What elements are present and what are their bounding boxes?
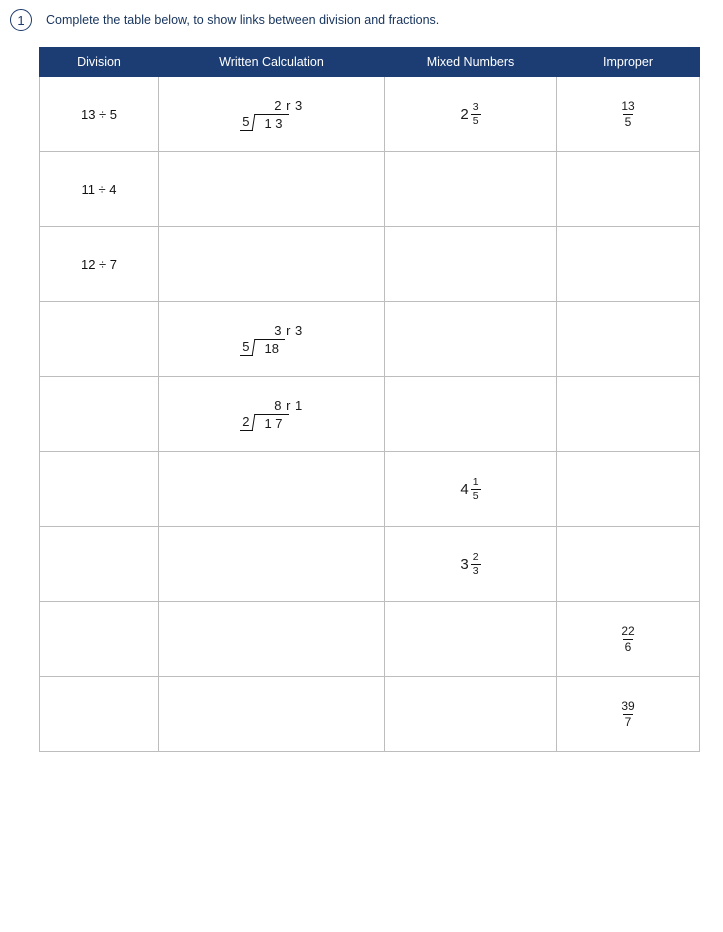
- cell-written-calculation[interactable]: [159, 377, 385, 452]
- fraction-numerator: 39: [621, 699, 635, 714]
- table-row: [40, 602, 700, 677]
- cell-written-calculation[interactable]: [159, 452, 385, 527]
- long-division: [240, 398, 303, 431]
- fraction-denominator: 5: [472, 489, 479, 502]
- cell-improper-fraction[interactable]: [557, 227, 700, 302]
- cell-mixed-number[interactable]: [385, 452, 557, 527]
- column-header-division: Division: [40, 48, 159, 77]
- table-row: [40, 377, 700, 452]
- cell-improper-fraction[interactable]: [557, 377, 700, 452]
- mixed-number-whole: 2: [460, 105, 469, 123]
- cell-division[interactable]: [40, 527, 159, 602]
- fraction-numerator: 13: [621, 99, 635, 114]
- question-text: Complete the table below, to show links between division and fractions.: [46, 13, 440, 27]
- question-number: 1: [10, 9, 32, 31]
- table-row: [40, 302, 700, 377]
- long-division-quotient: 3 r 3: [274, 322, 303, 338]
- mixed-number: [460, 476, 480, 502]
- table-row: [40, 527, 700, 602]
- fraction-denominator: 6: [624, 639, 632, 654]
- division-expression: 12 ÷ 7: [80, 256, 118, 272]
- fraction-numerator: 2: [472, 551, 479, 564]
- cell-mixed-number[interactable]: [385, 152, 557, 227]
- cell-division[interactable]: [40, 77, 159, 152]
- mixed-number-whole: 4: [460, 480, 469, 498]
- cell-improper-fraction[interactable]: [557, 677, 700, 752]
- table-row: [40, 152, 700, 227]
- cell-mixed-number[interactable]: [385, 302, 557, 377]
- cell-division[interactable]: [40, 152, 159, 227]
- long-division-dividend: 18: [260, 339, 284, 356]
- mixed-number: [460, 551, 480, 577]
- cell-division[interactable]: [40, 302, 159, 377]
- cell-improper-fraction[interactable]: [557, 452, 700, 527]
- long-division-quotient: 8 r 1: [274, 397, 303, 413]
- long-division-dividend: 1 7: [260, 414, 288, 431]
- fraction-numerator: 22: [621, 624, 635, 639]
- cell-improper-fraction[interactable]: [557, 77, 700, 152]
- cell-improper-fraction[interactable]: [557, 527, 700, 602]
- long-division-quotient: 2 r 3: [274, 97, 303, 113]
- table-row: [40, 677, 700, 752]
- cell-written-calculation[interactable]: [159, 152, 385, 227]
- cell-written-calculation[interactable]: [159, 602, 385, 677]
- cell-mixed-number[interactable]: [385, 77, 557, 152]
- long-division-body: [240, 114, 303, 131]
- column-header-improper: Improper: [557, 48, 700, 77]
- long-division: [240, 98, 303, 131]
- cell-improper-fraction[interactable]: [557, 602, 700, 677]
- cell-division[interactable]: [40, 602, 159, 677]
- cell-mixed-number[interactable]: [385, 677, 557, 752]
- cell-division[interactable]: [40, 377, 159, 452]
- improper-fraction: [619, 624, 636, 653]
- fraction-denominator: 7: [624, 714, 632, 729]
- division-expression: 13 ÷ 5: [80, 106, 118, 122]
- fraction-denominator: 5: [624, 114, 632, 129]
- cell-written-calculation[interactable]: [159, 227, 385, 302]
- fraction-denominator: 5: [472, 114, 479, 127]
- cell-division[interactable]: [40, 452, 159, 527]
- cell-written-calculation[interactable]: [159, 527, 385, 602]
- long-division-divisor: 5: [240, 114, 253, 131]
- table-header-row: [40, 48, 700, 77]
- improper-fraction: [619, 699, 636, 728]
- improper-fraction: [619, 99, 636, 128]
- cell-mixed-number[interactable]: [385, 602, 557, 677]
- table-body: [40, 77, 700, 752]
- mixed-number-whole: 3: [460, 555, 469, 573]
- cell-mixed-number[interactable]: [385, 377, 557, 452]
- long-division-divisor: 5: [240, 339, 253, 356]
- cell-improper-fraction[interactable]: [557, 152, 700, 227]
- cell-mixed-number[interactable]: [385, 527, 557, 602]
- division-expression: 11 ÷ 4: [81, 181, 117, 197]
- long-division-dividend: 1 3: [260, 114, 288, 131]
- fraction-numerator: 1: [472, 476, 479, 489]
- table-row: [40, 77, 700, 152]
- fraction-numerator: 3: [472, 101, 479, 114]
- column-header-mixed-numbers: Mixed Numbers: [385, 48, 557, 77]
- long-division-body: [240, 339, 303, 356]
- question-header: [0, 0, 723, 31]
- division-fractions-table: [39, 47, 700, 752]
- table-row: [40, 452, 700, 527]
- long-division-body: [240, 414, 303, 431]
- fraction: [471, 551, 481, 577]
- cell-written-calculation[interactable]: [159, 77, 385, 152]
- table-row: [40, 227, 700, 302]
- fraction: [471, 476, 481, 502]
- long-division-divisor: 2: [240, 414, 253, 431]
- cell-improper-fraction[interactable]: [557, 302, 700, 377]
- cell-mixed-number[interactable]: [385, 227, 557, 302]
- cell-division[interactable]: [40, 677, 159, 752]
- cell-written-calculation[interactable]: [159, 302, 385, 377]
- cell-division[interactable]: [40, 227, 159, 302]
- column-header-written-calculation: Written Calculation: [159, 48, 385, 77]
- fraction-denominator: 3: [472, 564, 479, 577]
- cell-written-calculation[interactable]: [159, 677, 385, 752]
- mixed-number: [460, 101, 480, 127]
- fraction: [471, 101, 481, 127]
- long-division: [240, 323, 303, 356]
